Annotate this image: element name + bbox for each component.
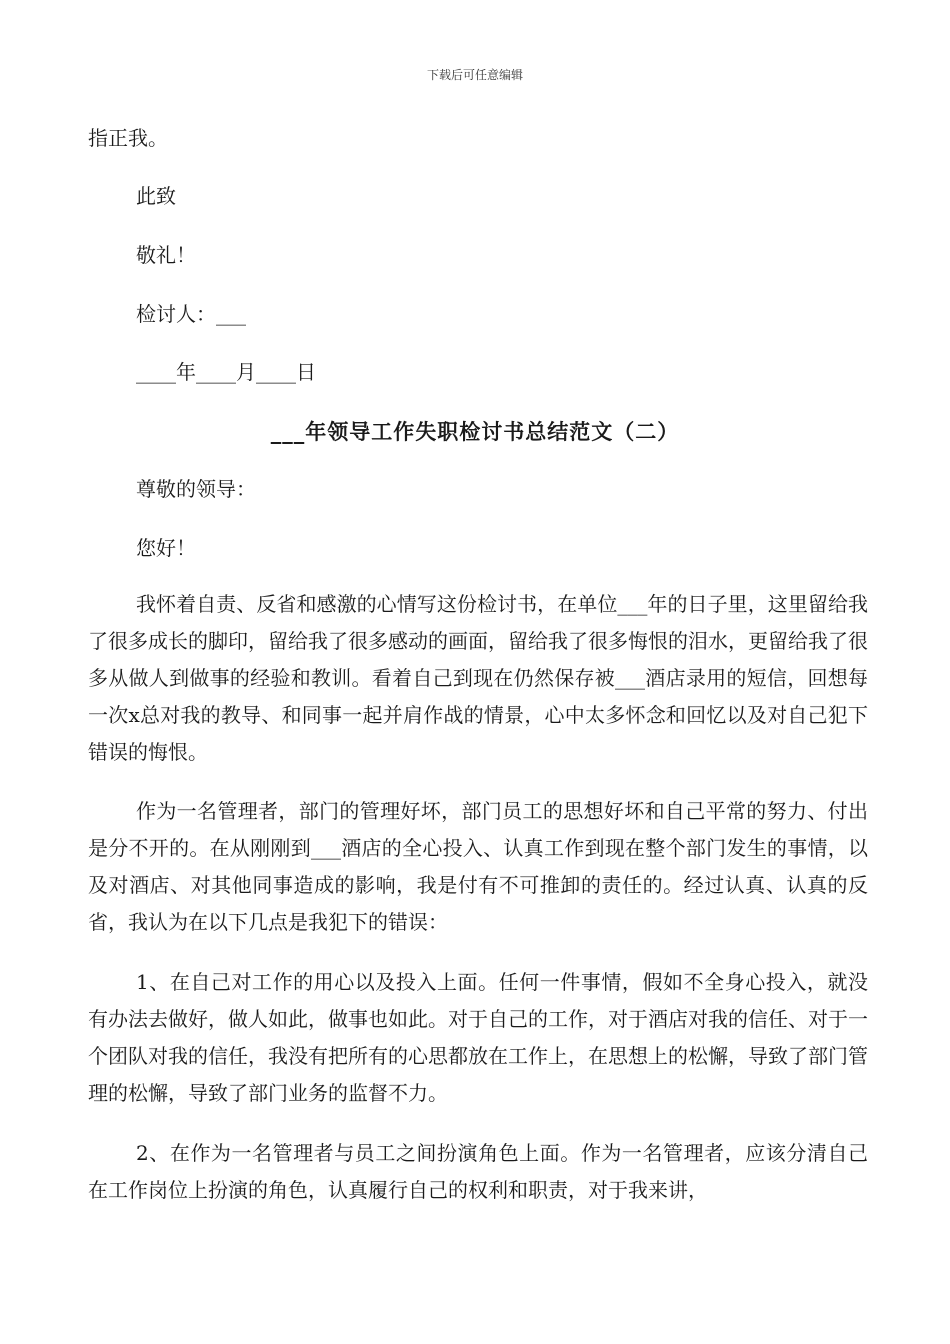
signer-line: 检讨人：___ [136, 302, 246, 326]
salutation-cizhi: 此致 [136, 184, 176, 208]
date-line: ____年____月____日 [136, 360, 316, 384]
body-paragraph-4: 2、在作为一名管理者与员工之间扮演角色上面。作为一名管理者，应该分清自己在工作岗位上扮演的角色，认真履行自己的权利和职责，对于我来讲， [88, 1141, 868, 1202]
body-paragraph-2: 作为一名管理者，部门的管理好坏，部门员工的思想好坏和自己平常的努力、付出是分不开的。在从刚刚到___酒店的全心投入、认真工作到现在整个部门发生的事情，以及对酒店、对其他同事造成的影响，我是付有不可推卸的责任的。经过认真、认真的反省，我认为在以下几点是我犯下的错误： [88, 799, 868, 934]
closing-line: 指正我。 [88, 126, 168, 150]
section-title: ___年领导工作失职检讨书总结范文（二） [270, 419, 680, 444]
hello-line: 您好！ [136, 536, 196, 560]
header-note: 下载后可任意编辑 [426, 68, 523, 82]
greeting: 尊敬的领导： [136, 477, 256, 501]
salutation-jingli: 敬礼！ [136, 243, 196, 267]
body-paragraph-3: 1、在自己对工作的用心以及投入上面。任何一件事情，假如不全身心投入，就没有办法去做好，做人如此，做事也如此。对于自己的工作，对于酒店对我的信任、对于一个团队对我的信任，我没有把所有的心思都放在工作上，在思想上的松懈，导致了部门管理的松懈，导致了部门业务的监督不力。 [88, 970, 868, 1105]
body-paragraph-1: 我怀着自责、反省和感激的心情写这份检讨书，在单位___年的日子里，这里留给我了很多成长的脚印，留给我了很多感动的画面，留给我了很多悔恨的泪水，更留给我了很多从做人到做事的经验和教训。看着自己到现在仍然保存被___酒店录用的短信，回想每一次x总对我的教导、和同事一起并肩作战的情景，心中太多怀念和回忆以及对自己犯下错误的悔恨。 [88, 592, 868, 764]
